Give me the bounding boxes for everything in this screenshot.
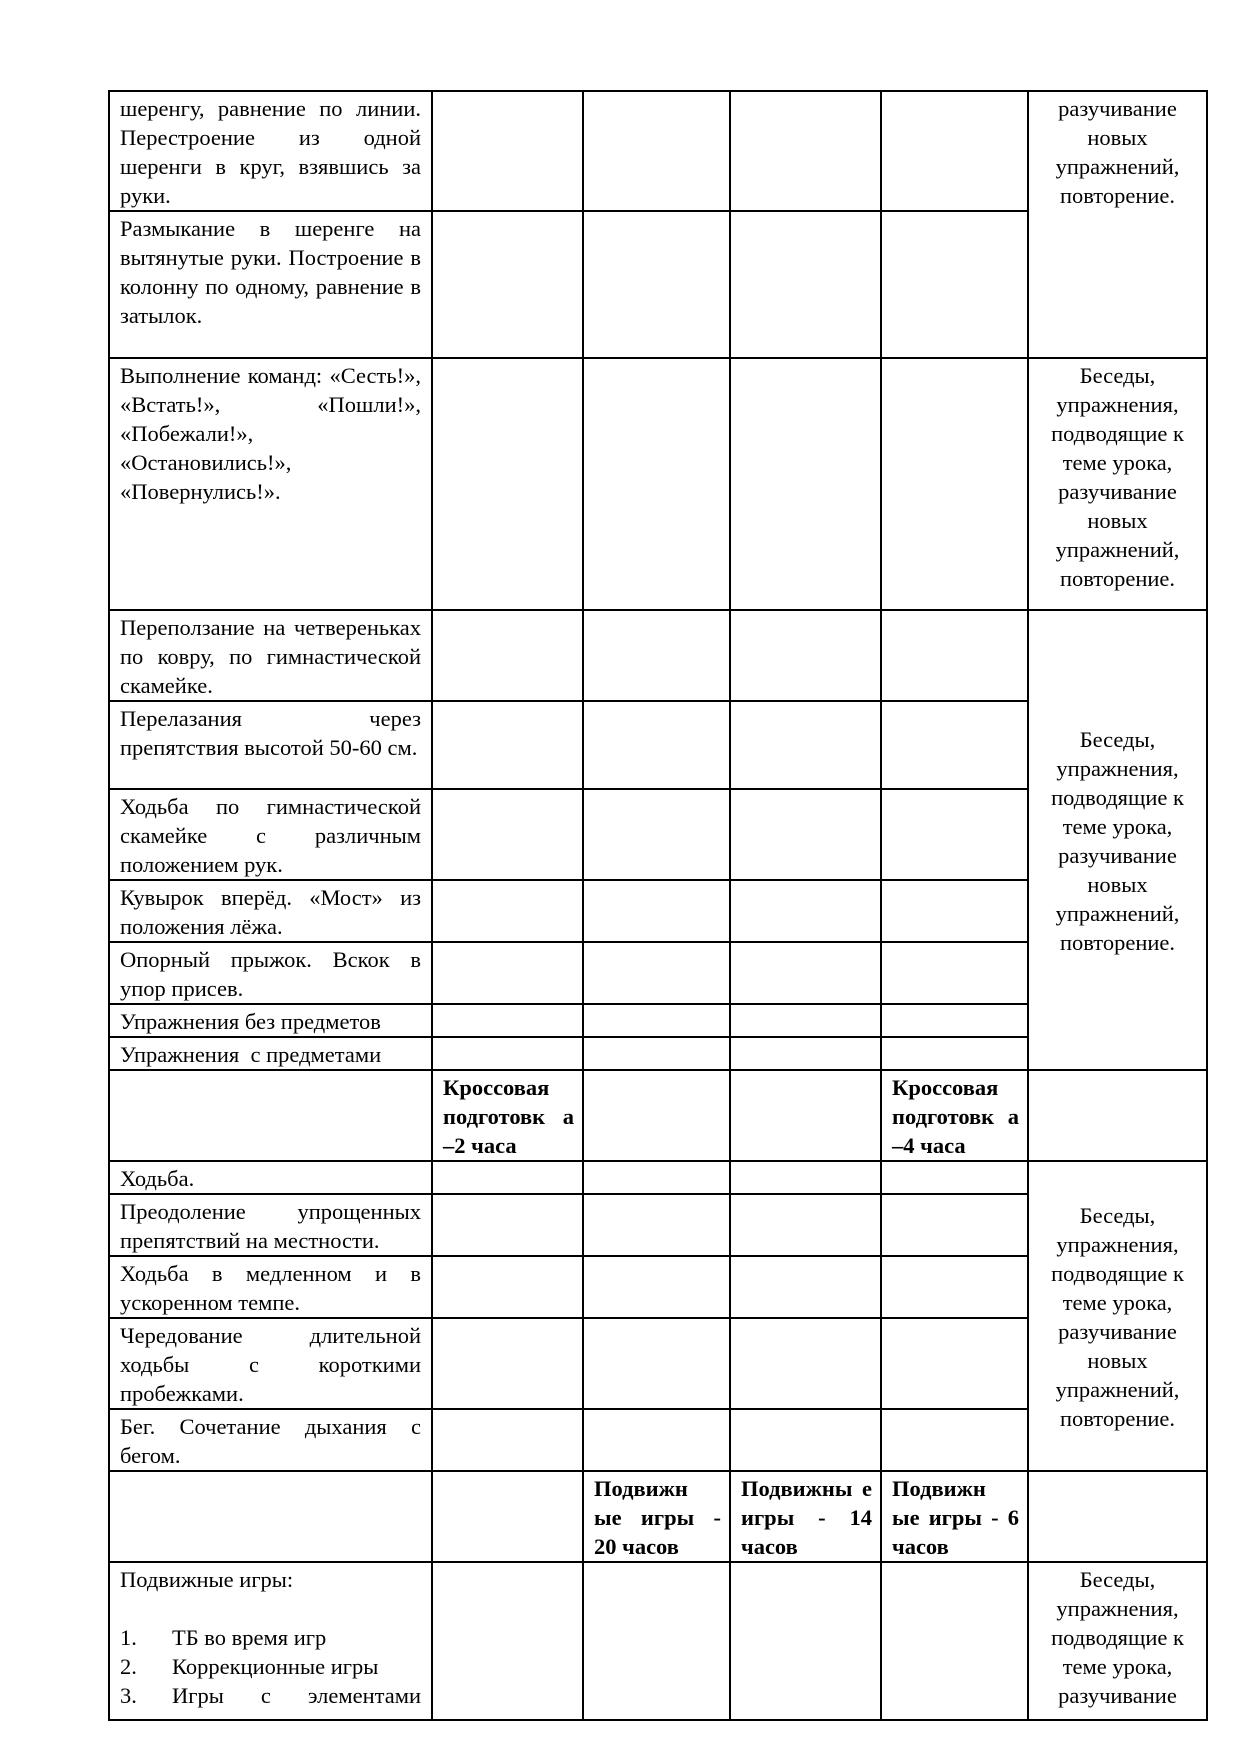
topic-cell: Преодоление упрощенных препятствий на местности. [109, 1194, 432, 1256]
section-cross-2h: Кроссовая подготовк а –2 часа [432, 1070, 583, 1161]
section-games-6h: Подвижн ые игры - 6 часов [881, 1471, 1028, 1562]
topic-cell: Чередование длительной ходьбы с короткими пробежками. [109, 1318, 432, 1409]
topic-cell: Ходьба по гимнастической скамейке с различным положением рук. [109, 789, 432, 880]
section-row-cross [109, 1070, 1207, 1161]
topic-cell: Упражнения без предметов [109, 1004, 432, 1037]
topic-cell: Переползание на четвереньках по ковру, по гимнастической скамейке. [109, 610, 432, 701]
list-item: 2. Коррекционные игры [120, 1654, 379, 1679]
games-list [120, 1623, 421, 1710]
section-games-14h: Подвижны е игры - 14 часов [730, 1471, 881, 1562]
games-topic-cell [109, 1562, 432, 1720]
section-row-games [109, 1471, 1207, 1562]
games-title: Подвижные игры: [120, 1567, 294, 1592]
table-row [109, 91, 1207, 211]
method-cell: Беседы, упражнения, подводящие к теме урока, разучивание новых упражнений, повторение. [1028, 1161, 1207, 1471]
topic-cell: Выполнение команд: «Сесть!», «Встать!», «Пошли!», «Побежали!», «Остановились!», «Повернулись!». [109, 358, 432, 610]
section-games-20h: Подвижн ые игры - 20 часов [583, 1471, 730, 1562]
method-cell: Беседы, упражнения, подводящие к теме урока, разучивание новых упражнений, повторение. [1028, 610, 1207, 1070]
topic-cell: Размыкание в шеренге на вытянутые руки. Построение в колонну по одному, равнение в затылок. [109, 211, 432, 358]
table-row [109, 610, 1207, 701]
method-cell: Беседы, упражнения, подводящие к теме урока, разучивание [1028, 1562, 1207, 1720]
method-cell: разучивание новых упражнений, повторение. [1028, 91, 1207, 358]
table-row [109, 1562, 1207, 1720]
topic-cell: шеренгу, равнение по линии. Перестроение из одной шеренги в круг, взявшись за руки. [109, 91, 432, 211]
topic-cell: Бег. Сочетание дыхания с бегом. [109, 1409, 432, 1471]
table-row [109, 1161, 1207, 1194]
topic-cell: Упражнения с предметами [109, 1037, 432, 1070]
curriculum-table [108, 90, 1208, 1721]
topic-cell: Кувырок вперёд. «Мост» из положения лёжа. [109, 880, 432, 942]
topic-cell: Ходьба в медленном и в ускоренном темпе. [109, 1256, 432, 1318]
table-row [109, 358, 1207, 610]
method-cell: Беседы, упражнения, подводящие к теме урока, разучивание новых упражнений, повторение. [1028, 358, 1207, 610]
topic-cell: Ходьба. [109, 1161, 432, 1194]
topic-cell: Перелазания через препятствия высотой 50-60 см. [109, 701, 432, 789]
list-item: 3. Игры с элементами [120, 1683, 421, 1708]
topic-cell: Опорный прыжок. Вскок в упор присев. [109, 942, 432, 1004]
section-cross-4h: Кроссовая подготовк а –4 часа [881, 1070, 1028, 1161]
list-item: 1. ТБ во время игр [120, 1625, 327, 1650]
